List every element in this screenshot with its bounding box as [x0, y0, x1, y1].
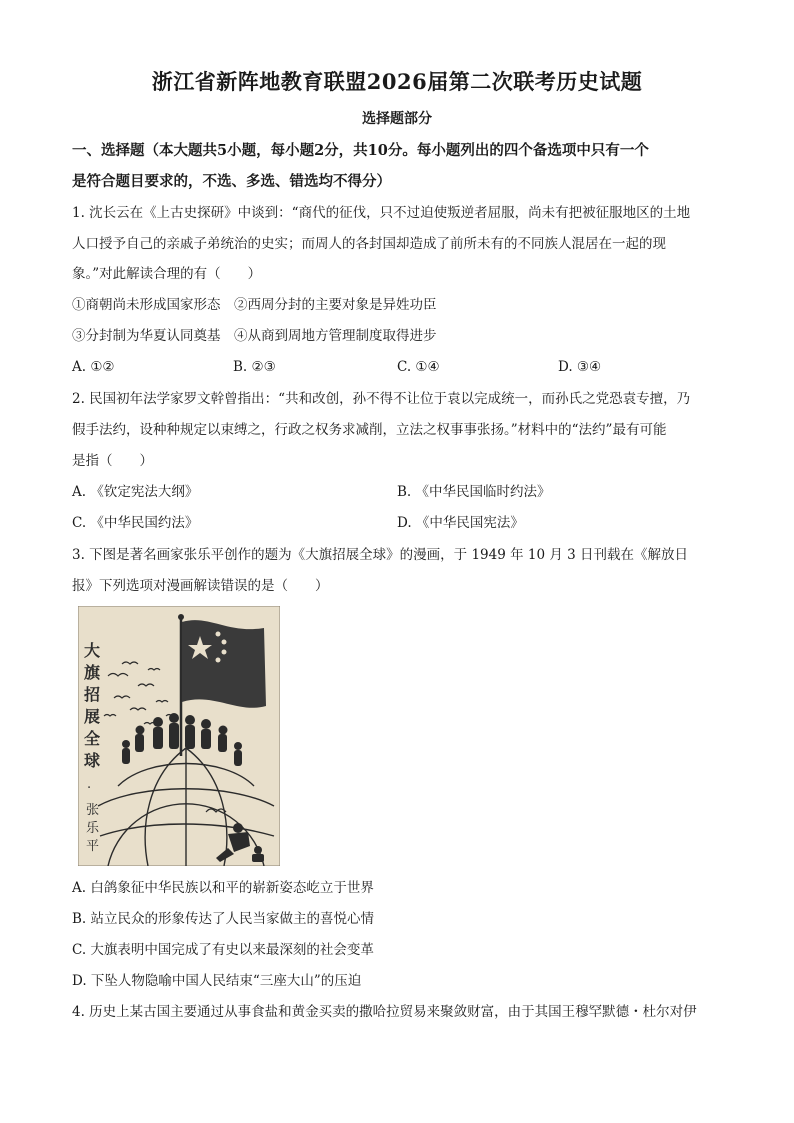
q1-stem-line2: 人口授予自己的亲戚子弟统治的史实；而周人的各封国却造成了前所未有的不同族人混居在一起的现	[72, 236, 666, 252]
cartoon-title-char-1: 大	[84, 641, 101, 660]
cartoon-title-char-3: 招	[84, 685, 101, 704]
section-instructions-line2: 是符合题目要求的，不选、多选、错选均不得分）	[72, 173, 391, 190]
cartoon-title-char-2: 旗	[84, 663, 101, 682]
cartoon-title-char-5: 全	[84, 729, 101, 748]
cartoon-author-char-3: 平	[86, 839, 100, 854]
q4-stem-line1: 4. 历史上某古国主要通过从事食盐和黄金买卖的撒哈拉贸易来聚敛财富，由于其国王穆罕默德・杜尔对伊	[72, 1004, 697, 1020]
q1-stem-line1: 1. 沈长云在《上古史探研》中谈到：“商代的征伐，只不过迫使叛逆者屈服，尚未有把被征服地区的土地	[72, 205, 691, 221]
q2-stem-line2: 假手法约，设种种规定以束缚之，行政之权务求减削，立法之权事事张扬。”材料中的“法约”最有可能	[72, 422, 667, 438]
q2-option-d[interactable]: D. 《中华民国宪法》	[397, 515, 524, 531]
flag-pole-top	[178, 614, 184, 620]
q1-stem-line3: 象。”对此解读合理的有（ ）	[72, 266, 262, 282]
q1-option-a[interactable]: A. ①②	[72, 359, 115, 375]
q3-option-a[interactable]: A. 白鸽象征中华民族以和平的崭新姿态屹立于世界	[72, 880, 374, 896]
q2-option-b[interactable]: B. 《中华民国临时约法》	[397, 484, 551, 500]
q3-option-d[interactable]: D. 下坠人物隐喻中国人民结束“三座大山”的压迫	[72, 973, 362, 989]
q1-option-d[interactable]: D. ③④	[558, 359, 602, 375]
q3-option-b[interactable]: B. 站立民众的形象传达了人民当家做主的喜悦心情	[72, 911, 375, 927]
q1-option-b[interactable]: B. ②③	[233, 359, 276, 375]
q2-stem-line1: 2. 民国初年法学家罗文幹曾指出：“共和改创，孙不得不让位于袁以完成统一，而孙氏之党恐袁专擅，乃	[72, 391, 691, 407]
q1-option-c[interactable]: C. ①④	[397, 359, 440, 375]
five-star-flag	[182, 620, 266, 708]
q1-item-line1: ①商朝尚未形成国家形态 ②西周分封的主要对象是异姓功臣	[72, 297, 437, 313]
q3-stem-line2: 报》下列选项对漫画解读错误的是（ ）	[72, 578, 329, 594]
cartoon-author-dot: ·	[87, 781, 92, 796]
q2-option-c[interactable]: C. 《中华民国约法》	[72, 515, 199, 531]
section-instructions-line1: 一、选择题（本大题共5小题，每小题2分，共10分。每小题列出的四个备选项中只有一个	[72, 142, 649, 159]
cartoon-title-char-6: 球	[84, 751, 101, 770]
cartoon-author-char-2: 乐	[86, 821, 100, 836]
q1-item-line2: ③分封制为华夏认同奠基 ④从商到周地方管理制度取得进步	[72, 328, 437, 344]
cartoon-title-char-4: 展	[84, 707, 101, 726]
q3-stem-line1: 3. 下图是著名画家张乐平创作的题为《大旗招展全球》的漫画，于 1949 年 10 月 3 日刊载在《解放日	[72, 547, 689, 563]
part-title: 选择题部分	[362, 111, 432, 127]
q2-stem-line3: 是指（ ）	[72, 453, 153, 469]
cartoon-author-char-1: 张	[86, 803, 100, 818]
q3-option-c[interactable]: C. 大旗表明中国完成了有史以来最深刻的社会变革	[72, 942, 374, 958]
cartoon-drawing	[78, 606, 280, 866]
cartoon-image	[78, 606, 280, 866]
page-title: 浙江省新阵地教育联盟2026届第二次联考历史试题	[151, 69, 643, 94]
q2-option-a[interactable]: A. 《钦定宪法大纲》	[72, 484, 199, 500]
